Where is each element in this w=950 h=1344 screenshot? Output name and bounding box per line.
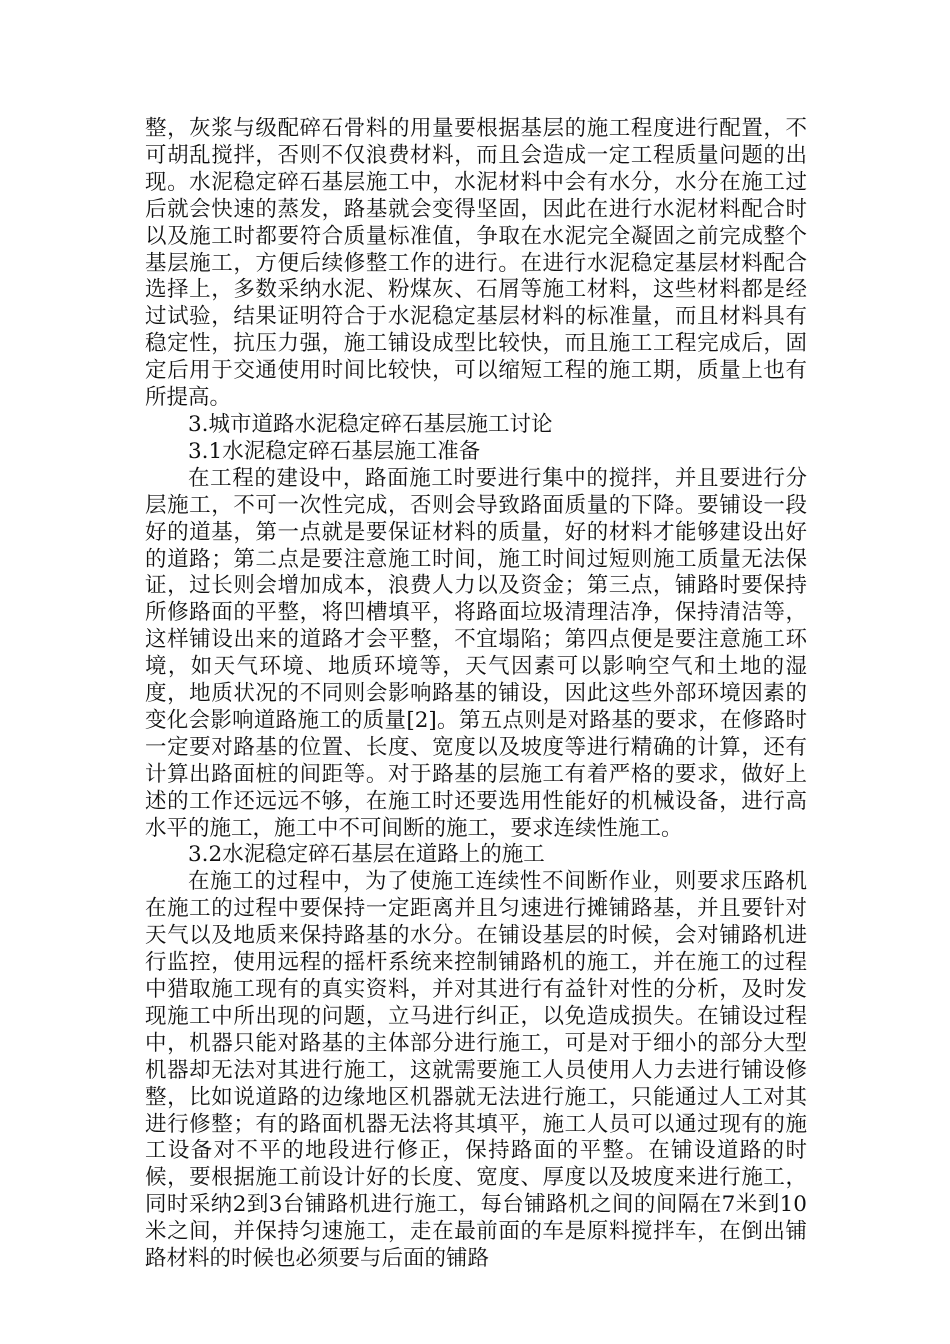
paragraph-3-2: 在施工的过程中，为了使施工连续性不间断作业，则要求压路机在施工的过程中要保持一定距离并且匀速进行摊铺路基，并且要针对天气以及地质来保持路基的水分。在铺设基层的时候，会对铺路机进行监控，使用远程的摇杆系统来控制铺路机的施工，并在施工的过程中猎取施工现有的真实资料，并对其进行有益针对性的分析，及时发现施工中所出现的问题，立马进行纠正，以免造成损失。在铺设过程中，机器只能对路基的主体部分进行施工，可是对于细小的部分大型机器却无法对其进行施工，这就需要施工人员使用人力去进行铺设修整，比如说道路的边缘地区机器就无法进行施工，只能通过人工对其进行修整；有的路面机器无法将其填平，施工人员可以通过现有的施工设备对不平的地段进行修正，保持路面的平整。在铺设道路的时候，要根据施工前设计好的长度、宽度、厚度以及坡度来进行施工，同时采纳2到3台铺路机进行施工，每台铺路机之间的间隔在7米到10米之间，并保持匀速施工，走在最前面的车是原料搅拌车，在倒出铺路材料的时候也必须要与后面的铺路	[145, 869, 807, 1272]
section-heading-3: 3.城市道路水泥稳定碎石基层施工讨论	[188, 411, 553, 437]
subsection-heading-3-1: 3.1水泥稳定碎石基层施工准备	[188, 438, 481, 464]
paragraph-continuation: 整，灰浆与级配碎石骨料的用量要根据基层的施工程度进行配置，不可胡乱搅拌，否则不仅浪费材料，而且会造成一定工程质量问题的出现。水泥稳定碎石基层施工中，水泥材料中会有水分，水分在施工过后就会快速的蒸发，路基就会变得坚固，因此在进行水泥材料配合时以及施工时都要符合质量标准值，争取在水泥完全凝固之前完成整个基层施工，方便后续修整工作的进行。在进行水泥稳定基层材料配合选择上，多数采纳水泥、粉煤灰、石屑等施工材料，这些材料都是经过试验，结果证明符合于水泥稳定基层材料的标准量，而且材料具有稳定性，抗压力强，施工铺设成型比较快，而且施工工程完成后，固定后用于交通使用时间比较快，可以缩短工程的施工期，质量上也有所提高。	[145, 116, 807, 411]
paragraph-3-1: 在工程的建设中，路面施工时要进行集中的搅拌，并且要进行分层施工，不可一次性完成，否则会导致路面质量的下降。要铺设一段好的道基，第一点就是要保证材料的质量，好的材料才能够建设出好的道路；第二点是要注意施工时间，施工时间过短则施工质量无法保证，过长则会增加成本，浪费人力以及资金；第三点，铺路时要保持所修路面的平整，将凹槽填平，将路面垃圾清理洁净，保持清洁等，这样铺设出来的道路才会平整，不宜塌陷；第四点便是要注意施工环境，如天气环境、地质环境等，天气因素可以影响空气和土地的湿度，地质状况的不同则会影响路基的铺设，因此这些外部环境因素的变化会影响道路施工的质量[2]。第五点则是对路基的要求，在修路时一定要对路基的位置、长度、宽度以及坡度等进行精确的计算，还有计算出路面桩的间距等。对于路基的层施工有着严格的要求，做好上述的工作还远远不够，在施工时还要选用性能好的机械设备，进行高水平的施工，施工中不可间断的施工，要求连续性施工。	[145, 465, 807, 841]
subsection-heading-3-2: 3.2水泥稳定碎石基层在道路上的施工	[188, 842, 545, 868]
document-page	[145, 116, 807, 1273]
